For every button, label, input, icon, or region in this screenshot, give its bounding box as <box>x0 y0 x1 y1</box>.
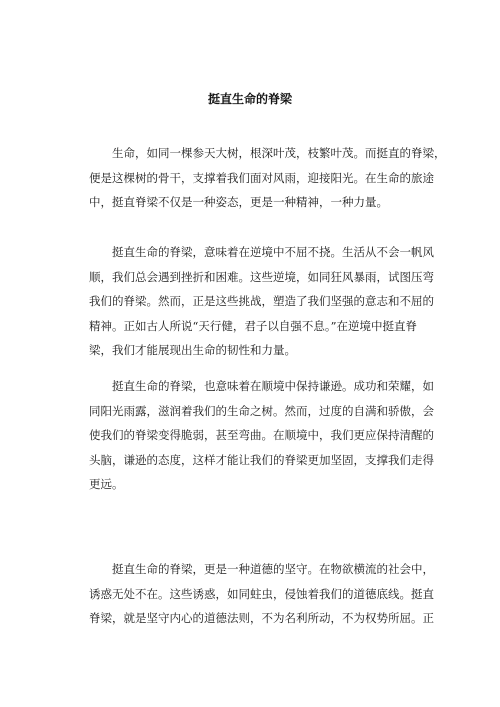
paragraph-2 <box>89 240 434 363</box>
paragraph-line: 我们的脊梁。然而，正是这些挑战，塑造了我们坚强的意志和不屈的 <box>89 294 434 308</box>
paragraph-line: 同阳光雨露，滋润着我们的生命之树。然而，过度的自满和骄傲，会 <box>89 403 434 418</box>
paragraph-line: 更远。 <box>89 477 124 491</box>
paragraph-line: 使我们的脊梁变得脆弱，甚至弯曲。在顺境中，我们更应保持清醒的 <box>89 428 434 442</box>
paragraph-line: 诱惑无处不在。这些诱惑，如同蛀虫，侵蚀着我们的道德底线。挺直 <box>89 586 434 601</box>
paragraph-line: 挺直生命的脊梁，也意味着在顺境中保持谦逊。成功和荣耀，如 <box>89 379 434 393</box>
paragraph-3 <box>89 374 434 497</box>
paragraph-4 <box>89 557 434 631</box>
paragraph-line: 顺，我们总会遇到挫折和困难。这些逆境，如同狂风暴雨，试图压弯 <box>89 269 434 284</box>
paragraph-line: 脊梁，就是坚守内心的道德法则，不为名利所动，不为权势所屈。正 <box>89 611 434 625</box>
paragraph-line: 中，挺直脊梁不仅是一种姿态，更是一种精神，一种力量。 <box>89 195 388 209</box>
paragraph-line: 生命，如同一棵参天大树，根深叶茂，枝繁叶茂。而挺直的脊梁， <box>89 146 446 160</box>
paragraph-line: 挺直生命的脊梁，意味着在逆境中不屈不挠。生活从不会一帆风 <box>89 245 434 259</box>
paragraph-line: 精神。正如古人所说“天行健，君子以自强不息。”在逆境中挺直脊 <box>89 318 418 333</box>
paragraph-line: 便是这棵树的骨干，支撑着我们面对风雨，迎接阳光。在生命的旅途 <box>89 170 434 185</box>
document-title: 挺直生命的脊梁 <box>207 92 292 106</box>
paragraph-line: 梁，我们才能展现出生命的韧性和力量。 <box>89 343 296 357</box>
paragraph-line: 头脑，谦逊的态度，这样才能让我们的脊梁更加坚固，支撑我们走得 <box>89 452 434 467</box>
paragraph-line: 挺直生命的脊梁，更是一种道德的坚守。在物欲横流的社会中， <box>89 562 434 576</box>
paragraph-1 <box>89 141 446 215</box>
